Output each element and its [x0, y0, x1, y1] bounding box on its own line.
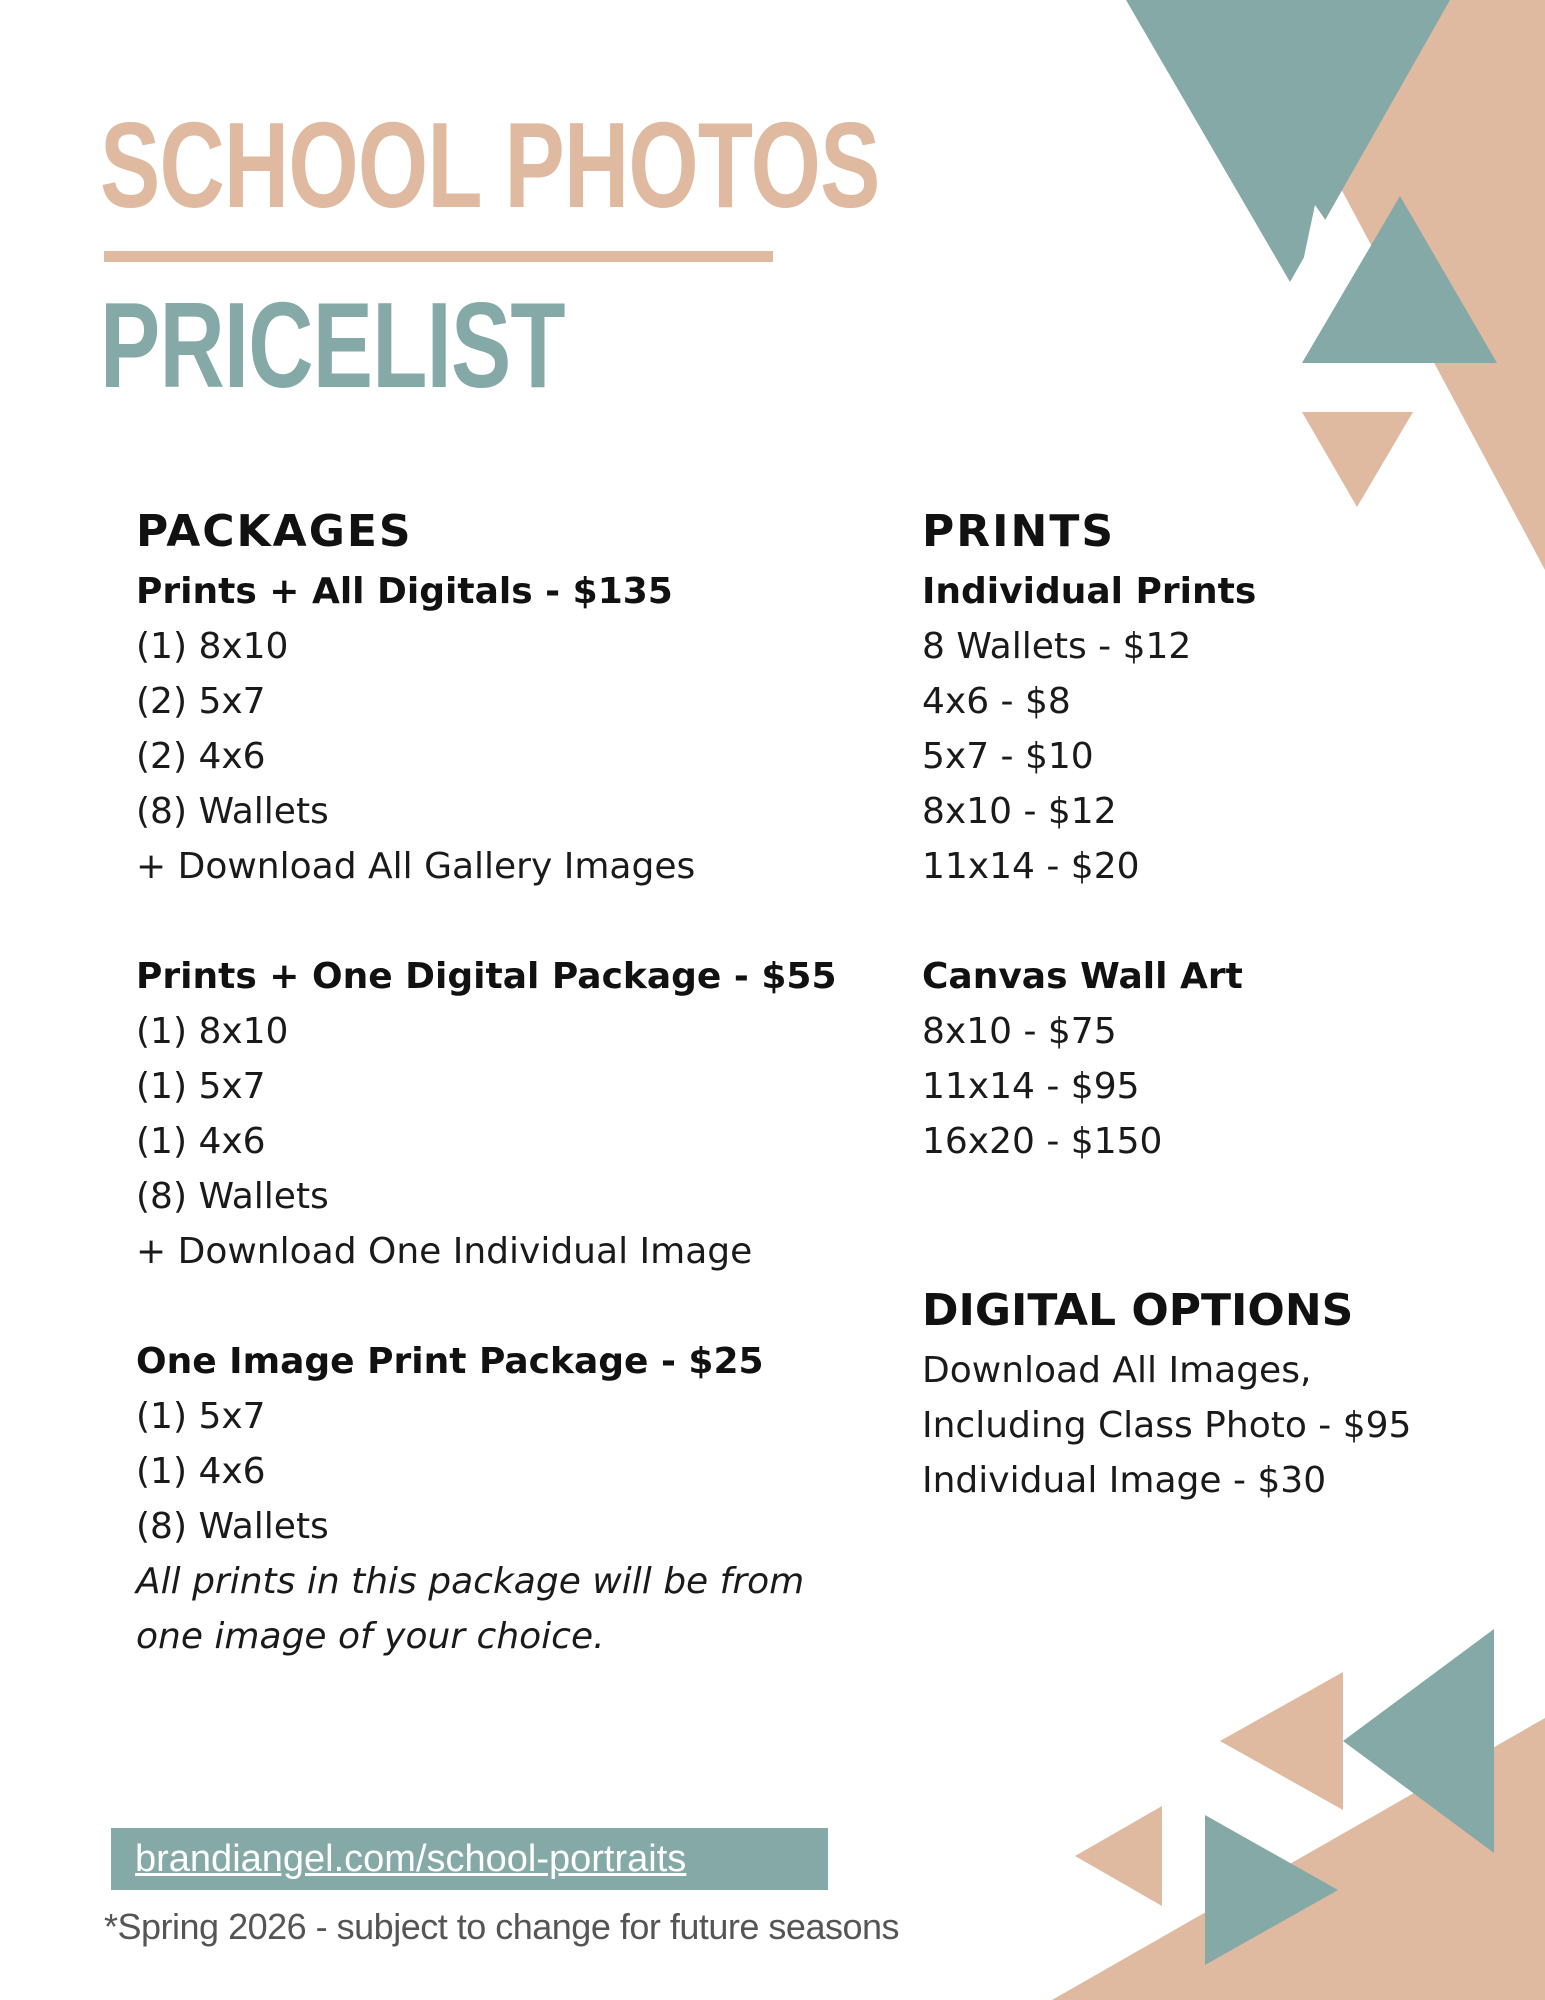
price-line: 16x20 - $150 [922, 1121, 1163, 1162]
prints-heading: PRINTS [922, 506, 1116, 557]
website-link[interactable]: brandiangel.com/school-portraits [135, 1838, 687, 1880]
website-link-box[interactable] [111, 1828, 828, 1890]
package-one-digital [136, 949, 836, 1279]
package-line: (1) 5x7 [136, 1396, 266, 1437]
price-line: Including Class Photo - $95 [922, 1405, 1412, 1446]
individual-prints-group [922, 564, 1522, 894]
package-title: Prints + One Digital Package - $55 [136, 956, 837, 997]
package-line: (2) 5x7 [136, 681, 266, 722]
price-line: 4x6 - $8 [922, 681, 1071, 722]
package-line: (1) 8x10 [136, 626, 289, 667]
package-note: All prints in this package will be from [136, 1561, 805, 1602]
peach-triangle-bottom-right [1052, 1718, 1545, 2000]
package-line: (1) 8x10 [136, 1011, 289, 1052]
season-footnote: *Spring 2026 - subject to change for future seasons [104, 1906, 900, 1947]
package-all-digitals [136, 564, 836, 894]
package-title: One Image Print Package - $25 [136, 1341, 764, 1382]
price-line: 5x7 - $10 [922, 736, 1094, 777]
page-title-school-photos: SCHOOL PHOTOS [100, 97, 880, 233]
price-line: 8 Wallets - $12 [922, 626, 1192, 667]
teal-triangle-bottom-small [1205, 1815, 1338, 1965]
digital-options-heading: DIGITAL OPTIONS [922, 1285, 1354, 1336]
package-title: Prints + All Digitals - $135 [136, 571, 673, 612]
package-line: (1) 5x7 [136, 1066, 266, 1107]
prints-group-title: Canvas Wall Art [922, 956, 1243, 997]
price-line: Individual Image - $30 [922, 1460, 1327, 1501]
package-line: (8) Wallets [136, 791, 329, 832]
teal-triangle-middle [1302, 196, 1497, 363]
packages-heading: PACKAGES [136, 506, 413, 557]
title-divider [104, 251, 773, 262]
price-line: 11x14 - $20 [922, 846, 1140, 887]
package-line: + Download All Gallery Images [136, 846, 696, 887]
page-title-pricelist: PRICELIST [100, 277, 565, 413]
peach-triangle-bottom-mid [1220, 1672, 1343, 1810]
price-line: 11x14 - $95 [922, 1066, 1140, 1107]
prints-group-title: Individual Prints [922, 571, 1257, 612]
price-line: Download All Images, [922, 1350, 1312, 1391]
package-line: (1) 4x6 [136, 1451, 266, 1492]
peach-triangle-bottom-left [1075, 1806, 1162, 1906]
teal-triangle-bottom-large [1343, 1629, 1494, 1853]
package-line: (8) Wallets [136, 1176, 329, 1217]
teal-triangle-top [1126, 0, 1450, 282]
peach-triangle-small [1302, 412, 1413, 507]
price-line: 8x10 - $12 [922, 791, 1117, 832]
packages-section [136, 500, 836, 1664]
peach-triangle-top-right [1240, 0, 1545, 570]
package-line: (1) 4x6 [136, 1121, 266, 1162]
package-note: one image of your choice. [136, 1616, 605, 1657]
package-one-image [136, 1334, 836, 1664]
package-line: (8) Wallets [136, 1506, 329, 1547]
white-gap-triangle [1298, 205, 1357, 285]
prints-section [922, 500, 1522, 1508]
price-line: 8x10 - $75 [922, 1011, 1117, 1052]
canvas-wall-art-group [922, 949, 1522, 1169]
package-line: (2) 4x6 [136, 736, 266, 777]
digital-options-section [922, 1279, 1522, 1508]
package-line: + Download One Individual Image [136, 1231, 753, 1272]
